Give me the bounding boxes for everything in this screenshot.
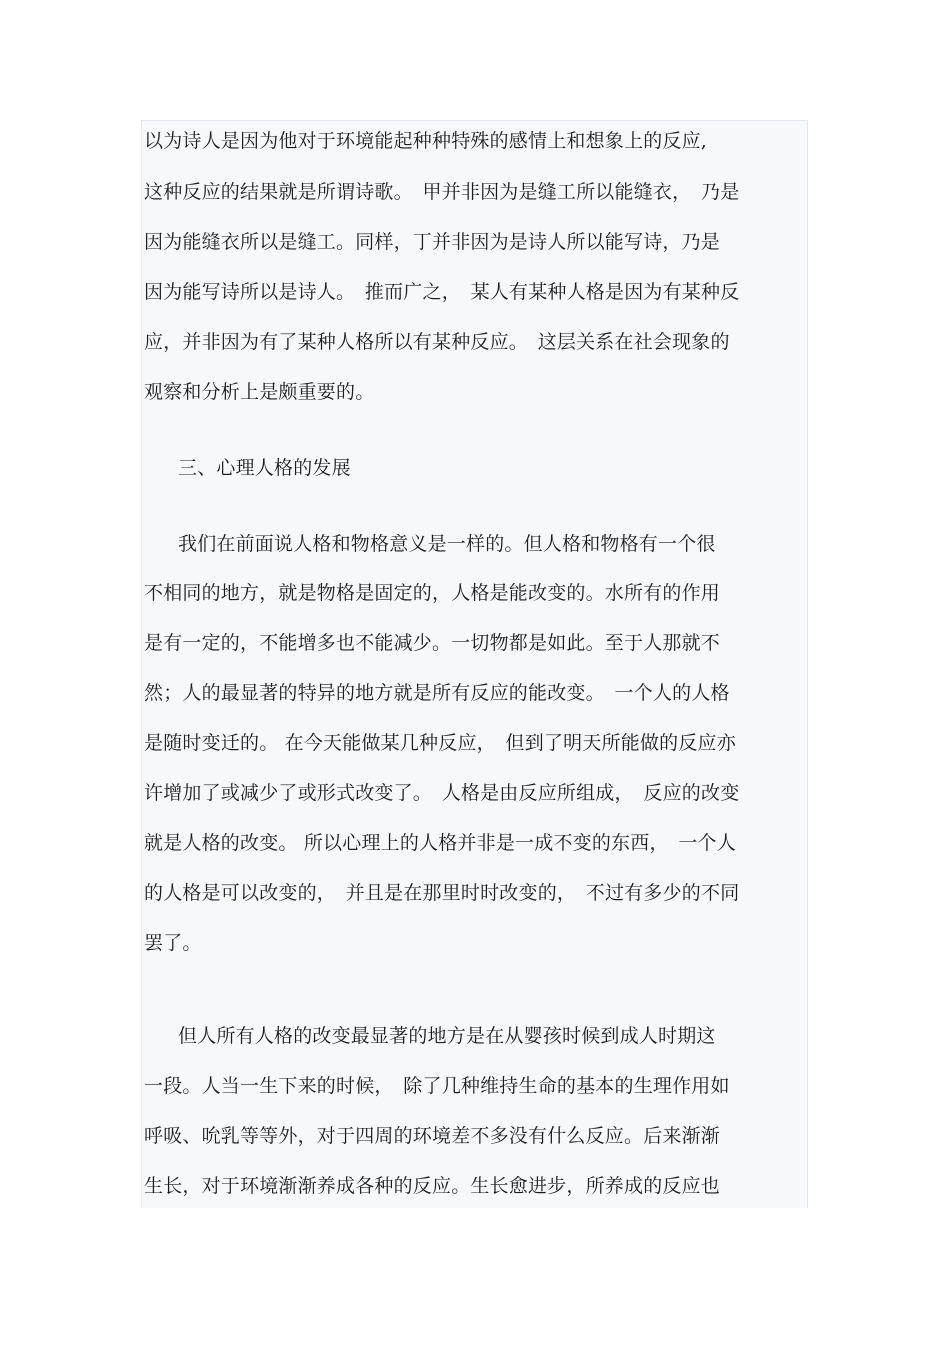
paragraph-1-line-6: 观察和分析上是颇重要的。 — [144, 381, 375, 403]
paragraph-2-line-2: 不相同的地方，就是物格是固定的，人格是能改变的。水所有的作用 — [144, 582, 721, 604]
paragraph-2-line-3: 是有一定的，不能增多也不能减少。一切物都是如此。至于人那就不 — [144, 632, 721, 654]
paragraph-2-line-1: 我们在前面说人格和物格意义是一样的。但人格和物格有一个很 — [178, 533, 716, 555]
paragraph-2-line-9: 罢了。 — [144, 932, 202, 954]
paragraph-1-line-3: 因为能缝衣所以是缝工。同样，丁并非因为是诗人所以能写诗，乃是 — [144, 231, 721, 253]
paragraph-1-line-1: 以为诗人是因为他对于环境能起种种特殊的感情上和想象上的反应, — [144, 130, 708, 152]
paragraph-3-line-3: 呼吸、吮乳等等外，对于四周的环境差不多没有什么反应。后来渐渐 — [144, 1125, 721, 1147]
paragraph-3-line-2: 一段。人当一生下来的时候， 除了几种维持生命的基本的生理作用如 — [144, 1075, 730, 1097]
paragraph-3-line-4: 生长，对于环境渐渐养成各种的反应。生长愈进步，所养成的反应也 — [144, 1175, 721, 1197]
paragraph-2-line-5: 是随时变迁的。 在今天能做某几种反应， 但到了明天所能做的反应亦 — [144, 732, 736, 754]
paragraph-2-line-6: 许增加了或减少了或形式改变了。 人格是由反应所组成， 反应的改变 — [144, 782, 740, 804]
paragraph-2-line-4: 然；人的最显著的特异的地方就是所有反应的能改变。 一个人的人格 — [144, 682, 730, 704]
paragraph-2-line-7: 就是人格的改变。 所以心理上的人格并非是一成不变的东西， 一个人 — [144, 832, 736, 854]
paragraph-1-line-4: 因为能写诗所以是诗人。 推而广之， 某人有某种人格是因为有某种反 — [144, 281, 740, 303]
paragraph-3-line-1: 但人所有人格的改变最显著的地方是在从婴孩时候到成人时期这 — [178, 1025, 716, 1047]
paragraph-2-line-8: 的人格是可以改变的， 并且是在那里时时改变的， 不过有多少的不同 — [144, 882, 740, 904]
paragraph-1-line-5: 应，并非因为有了某种人格所以有某种反应。 这层关系在社会现象的 — [144, 331, 730, 353]
section-heading: 三、心理人格的发展 — [178, 457, 351, 479]
paragraph-1-line-2: 这种反应的结果就是所谓诗歌。 甲并非因为是缝工所以能缝衣， 乃是 — [144, 181, 740, 203]
